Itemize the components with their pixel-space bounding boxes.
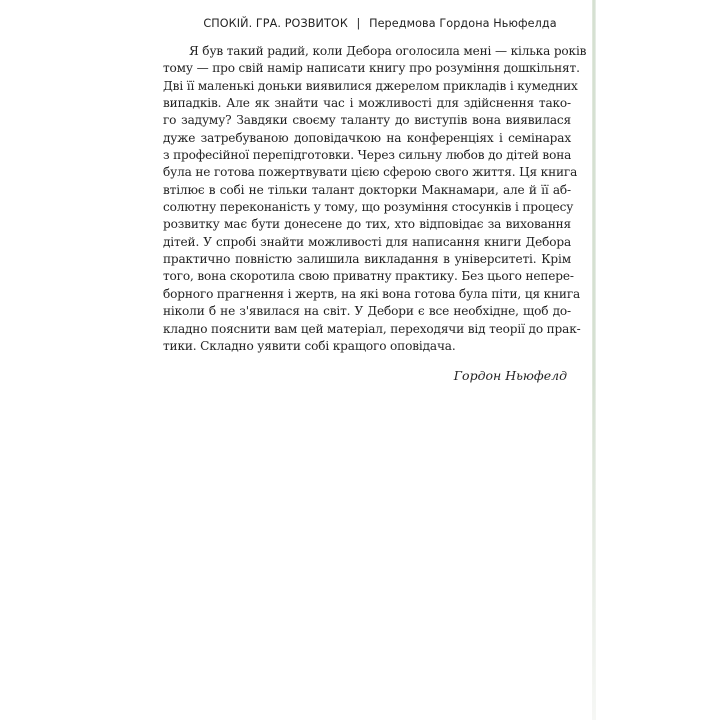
text-line: борного прагнення і жертв, на які вона готова була піти, ця книга: [163, 286, 581, 301]
text-line: дітей. У спробі знайти можливості для написання книги Дебора: [163, 234, 571, 249]
book-title: СПОКІЙ. ГРА. РОЗВИТОК: [203, 17, 348, 30]
text-line: Дві її маленькі доньки виявилися джерелом прикладів і кумедних: [163, 78, 578, 93]
text-line: була не готова пожертвувати цією сферою свого життя. Ця книга: [163, 165, 578, 180]
text-line: розвитку має бути донесене до тих, хто відповідає за виховання: [163, 217, 571, 232]
text-line: го задуму? Завдяки своєму таланту до виступів вона виявилася: [163, 113, 571, 128]
text-line: кладно пояснити вам цей матеріал, переходячи від теорії до прак-: [163, 321, 581, 336]
text-line: тому — про свій намір написати книгу про розуміння дошкільнят.: [163, 61, 580, 76]
running-head-separator: |: [356, 17, 361, 30]
text-line: того, вона скоротила свою приватну практику. Без цього непере-: [163, 269, 574, 284]
running-head: [0, 17, 720, 30]
text-line: втілює в собі не тільки талант докторки Макнамари, але й її аб-: [163, 182, 571, 197]
text-line: тики. Складно уявити собі кращого оповідача.: [163, 338, 456, 353]
text-line: з професійної перепідготовки. Через сильну любов до дітей вона: [163, 148, 572, 163]
text-line: випадків. Але як знайти час і можливості для здійснення тако-: [163, 96, 571, 111]
text-line: ніколи б не з'явилася на світ. У Дебори є все необхідне, щоб до-: [163, 304, 571, 319]
body-paragraph: [163, 43, 587, 355]
book-spine-fade: [592, 380, 596, 720]
section-title: Передмова Гордона Ньюфелда: [369, 17, 557, 30]
text-line: солютну переконаність у тому, що розуміння стосунків і процесу: [163, 200, 574, 215]
text-line: Я був такий радий, коли Дебора оголосила мені — кілька років: [189, 44, 587, 58]
text-line: дуже затребуваною доповідачкою на конференціях і семінарах: [163, 130, 571, 145]
author-signature: Гордон Ньюфелд: [453, 368, 567, 383]
text-line: практично повністю залишила викладання в університеті. Крім: [163, 252, 571, 267]
